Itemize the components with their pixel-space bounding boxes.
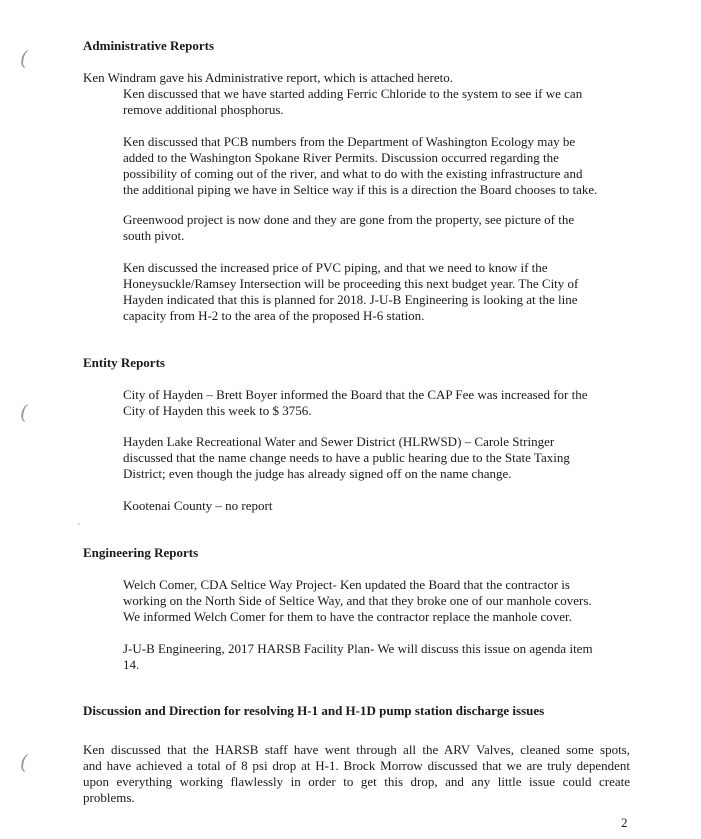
entity-paragraph-3: Kootenai County – no report [123, 498, 273, 513]
heading-entity-reports: Entity Reports [83, 355, 165, 370]
heading-engineering-reports: Engineering Reports [83, 545, 199, 560]
admin-paragraph-3: Greenwood project is now done and they are gone from the property, see picture of the south pivot. [123, 212, 575, 243]
margin-mark: ( [20, 400, 28, 424]
page-number: 2 [621, 815, 628, 830]
admin-paragraph-1: Ken discussed that we have started adding Ferric Chloride to the system to see if we can remove additional phosphorus. [123, 86, 583, 117]
discussion-paragraph-1: Ken discussed that the HARSB staff have went through all the ARV Valves, cleaned some spots, and have achieved a total of 8 psi drop at H-1. Brock Morrow discussed that we are truly dependent upon everything working flawlessly in order to get this drop, and any little issue could create problems. [83, 742, 630, 805]
heading-discussion: Discussion and Direction for resolving H-1 and H-1D pump station discharge issues [83, 703, 545, 718]
engineering-paragraph-2: J-U-B Engineering, 2017 HARSB Facility Plan- We will discuss this issue on agenda item 14. [123, 641, 593, 672]
scan-speck [78, 523, 80, 525]
engineering-paragraph-1: Welch Comer, CDA Seltice Way Project- Ken updated the Board that the contractor is working on the North Side of Seltice Way, and that they broke one of our manhole covers. We informed Welch Comer for them to have the contractor replace the manhole cover. [123, 577, 592, 624]
entity-paragraph-2: Hayden Lake Recreational Water and Sewer District (HLRWSD) – Carole Stringer discussed that the name change needs to have a public hearing due to the State Taxing District; even though the judge has already signed off on the name change. [123, 434, 570, 481]
admin-paragraph-2: Ken discussed that PCB numbers from the Department of Washington Ecology may be added to the Washington Spokane River Permits. Discussion occurred regarding the possibility of coming out of the river, and what to do with the existing infrastructure and the additional piping we have in Seltice way if this is a direction the Board chooses to take. [123, 134, 598, 197]
entity-paragraph-1: City of Hayden – Brett Boyer informed the Board that the CAP Fee was increased for the City of Hayden this week to $ 3756. [123, 387, 588, 418]
margin-mark: ( [20, 750, 28, 774]
margin-mark: ( [20, 46, 28, 70]
admin-intro: Ken Windram gave his Administrative report, which is attached hereto. [83, 70, 453, 85]
heading-administrative-reports: Administrative Reports [83, 38, 215, 53]
admin-paragraph-4: Ken discussed the increased price of PVC piping, and that we need to know if the Honeysuckle/Ramsey Intersection will be proceeding this next budget year. The City of Hayden indicated that this is planned for 2018. J-U-B Engineering is looking at the line capacity from H-2 to the area of the proposed H-6 station. [123, 260, 579, 323]
